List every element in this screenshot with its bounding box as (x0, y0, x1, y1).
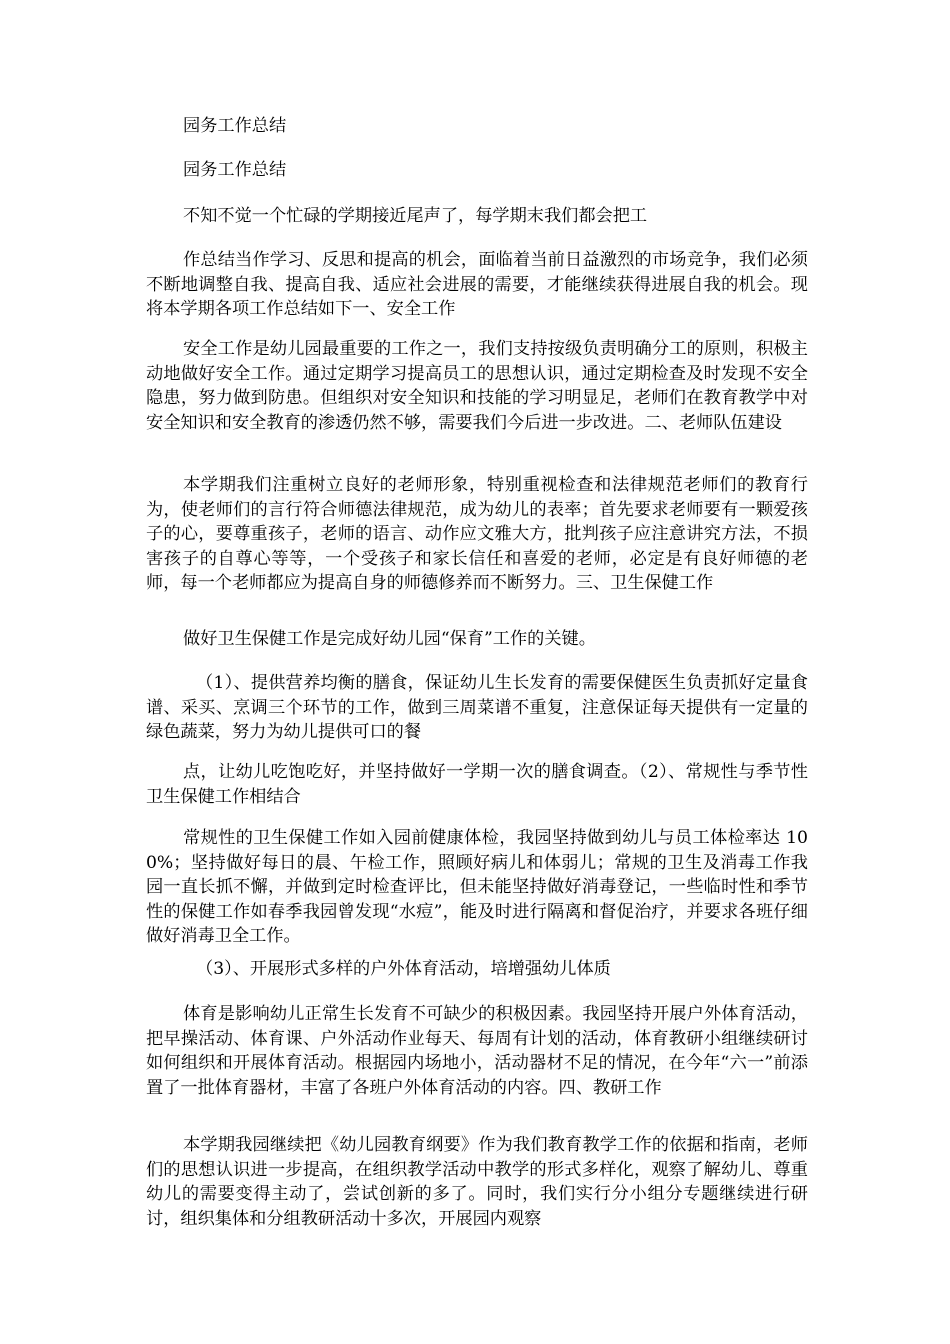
paragraph-research: 本学期我园继续把《幼儿园教育纲要》作为我们教育教学工作的依据和指南，老师们的思想认识进一步提高，在组织教学活动中教学的形式多样化，观察了解幼儿、尊重幼儿的需要变得主动了，尝试创新的多了。同时，我们实行分小组分专题继续进行研讨，组织集体和分组教研活动十多次，开展园内观察 (146, 1135, 808, 1229)
paragraph-hygiene: 常规性的卫生保健工作如入园前健康体检，我园坚持做到幼儿与员工体检率达 100%；坚持做好每日的晨、午检工作，照顾好病儿和体弱儿；常规的卫生及消毒工作我园一直长抓不懈，并做到定时检查评比，但未能坚持做好消毒登记，一些临时性和季节性的保健工作如春季我园曾发现“水痘”，能及时进行隔离和督促治疗，并要求各班仔细做好消毒卫全工作。 (146, 828, 808, 946)
paragraph-outdoor: （3）、开展形式多样的户外体育活动，培增强幼儿体质 (196, 959, 611, 979)
paragraph-nutrition-cont: 点，让幼儿吃饱吃好，并坚持做好一学期一次的膳食调查。（2）、常规性与季节性卫生保健工作相结合 (146, 762, 808, 807)
paragraph-nutrition: （1）、提供营养均衡的膳食，保证幼儿生长发育的需要保健医生负责抓好定量食谱、采买、烹调三个环节的工作，做到三周菜谱不重复，注意保证每天提供有一定量的绿色蔬菜，努力为幼儿提供可口的餐 (146, 673, 808, 742)
paragraph-health-intro: 做好卫生保健工作是完成好幼儿园“保育”工作的关键。 (183, 629, 596, 649)
paragraph-safety: 安全工作是幼儿园最重要的工作之一，我们支持按级负责明确分工的原则，积极主动地做好安全工作。通过定期学习提高员工的思想认识，通过定期检查及时发现不安全隐患，努力做到防患。但组织对安全知识和技能的学习明显足，老师们在教育教学中对安全知识和安全教育的渗透仍然不够，需要我们今后进一步改进。二、老师队伍建设 (146, 339, 808, 433)
paragraph-1: 作总结当作学习、反思和提高的机会，面临着当前日益激烈的市场竞争，我们必须不断地调整自我、提高自我、适应社会进展的需要，才能继续获得进展自我的机会。现将本学期各项工作总结如下一、安全工作 (146, 250, 808, 319)
paragraph-teachers: 本学期我们注重树立良好的老师形象，特别重视检查和法律规范老师们的教育行为，使老师们的言行符合师德法律规范，成为幼儿的表率；首先要求老师要有一颗爱孩子的心，要尊重孩子，老师的语言、动作应文雅大方，批判孩子应注意讲究方法，不损害孩子的自尊心等等，一个受孩子和家长信任和喜爱的老师，必定是有良好师德的老师，每一个老师都应为提高自身的师德修养而不断努力。三、卫生保健工作 (146, 475, 808, 593)
document-subtitle: 园务工作总结 (183, 160, 287, 180)
paragraph-intro: 不知不觉一个忙碌的学期接近尾声了，每学期末我们都会把工 (183, 206, 648, 226)
paragraph-sports: 体育是影响幼儿正常生长发育不可缺少的积极因素。我园坚持开展户外体育活动，把早操活动、体育课、户外活动作业每天、每周有计划的活动，体育教研小组继续研讨如何组织和开展体育活动。根据园内场地小，活动器材不足的情况，在今年“六一”前添置了一批体育器材，丰富了各班户外体育活动的内容。四、教研工作 (146, 1004, 808, 1098)
document-title: 园务工作总结 (183, 116, 287, 136)
